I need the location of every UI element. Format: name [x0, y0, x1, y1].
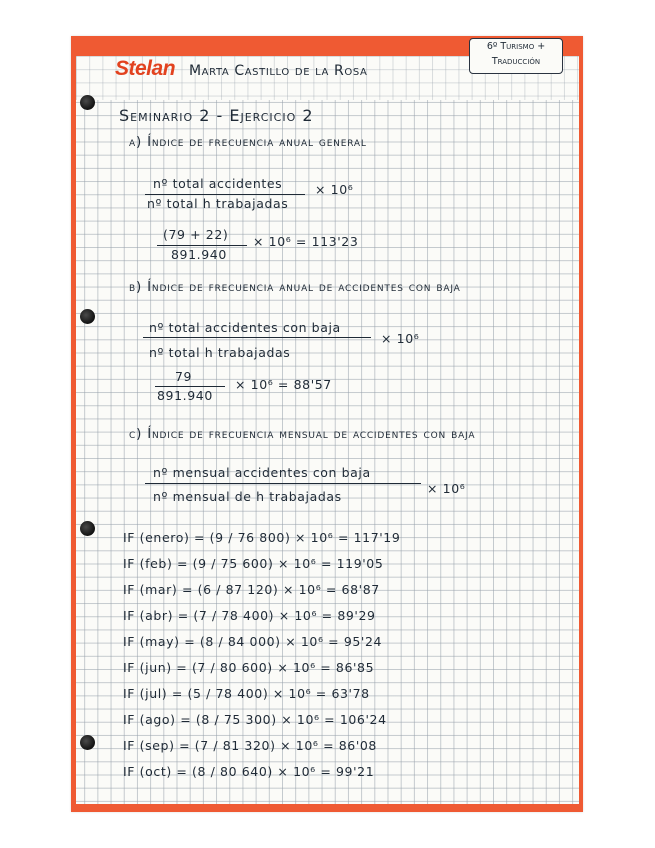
page-title: Seminario 2 - Ejercicio 2: [119, 106, 314, 125]
monthly-row-jul: IF (jul) = (5 / 78 400) × 10⁶ = 63'78: [123, 686, 370, 701]
monthly-row-feb: IF (feb) = (9 / 75 600) × 10⁶ = 119'05: [123, 556, 384, 571]
brand-logo: Stelan: [115, 57, 176, 80]
section-a-multiplier: × 10⁶: [315, 182, 354, 197]
binder-hole-bottom: [80, 735, 95, 750]
student-name: Marta Castillo de la Rosa: [189, 63, 368, 79]
section-a-calc-denominator: 891.940: [171, 247, 227, 262]
binder-hole-upper-middle: [80, 309, 95, 324]
section-b-result: × 10⁶ = 88'57: [235, 377, 332, 392]
fraction-bar: [145, 483, 421, 484]
section-b-denominator: nº total h trabajadas: [149, 345, 291, 360]
fraction-bar: [155, 386, 225, 387]
course-badge: [469, 38, 563, 74]
monthly-row-enero: IF (enero) = (9 / 76 800) × 10⁶ = 117'19: [123, 530, 401, 545]
section-b-numerator: nº total accidentes con baja: [149, 320, 341, 335]
section-a-numerator: nº total accidentes: [153, 176, 283, 191]
section-c-heading: c) Índice de frecuencia mensual de accidentes con baja: [129, 426, 476, 442]
binder-hole-lower-middle: [80, 521, 95, 536]
sheet-right-edge: [579, 36, 583, 812]
monthly-row-abr: IF (abr) = (7 / 78 400) × 10⁶ = 89'29: [123, 608, 376, 623]
sheet-bottom-edge: [71, 804, 583, 812]
monthly-row-ago: IF (ago) = (8 / 75 300) × 10⁶ = 106'24: [123, 712, 387, 727]
section-b-calc-denominator: 891.940: [157, 388, 213, 403]
section-c-multiplier: × 10⁶: [427, 481, 466, 496]
monthly-row-mar: IF (mar) = (6 / 87 120) × 10⁶ = 68'87: [123, 582, 380, 597]
course-line-2: Traducción: [491, 56, 541, 67]
monthly-row-jun: IF (jun) = (7 / 80 600) × 10⁶ = 86'85: [123, 660, 375, 675]
fraction-bar: [143, 337, 371, 338]
course-line-1: 6º Turismo +: [486, 41, 546, 52]
section-b-multiplier: × 10⁶: [381, 331, 420, 346]
section-c-denominator: nº mensual de h trabajadas: [153, 489, 342, 504]
section-a-calc-numerator: (79 + 22): [163, 227, 229, 242]
monthly-row-may: IF (may) = (8 / 84 000) × 10⁶ = 95'24: [123, 634, 383, 649]
section-b-heading: b) Índice de frecuencia anual de accidentes con baja: [129, 279, 461, 295]
section-a-heading: a) Índice de frecuencia anual general: [129, 134, 367, 150]
notebook-sheet: [71, 36, 583, 812]
sheet-left-edge: [71, 36, 76, 812]
section-b-calc-numerator: 79: [175, 369, 193, 384]
section-c-numerator: nº mensual accidentes con baja: [153, 465, 371, 480]
fraction-bar: [157, 245, 247, 246]
section-a-result: × 10⁶ = 113'23: [253, 234, 359, 249]
fraction-bar: [145, 194, 305, 195]
binder-hole-top: [80, 95, 95, 110]
monthly-row-oct: IF (oct) = (8 / 80 640) × 10⁶ = 99'21: [123, 764, 375, 779]
monthly-row-sep: IF (sep) = (7 / 81 320) × 10⁶ = 86'08: [123, 738, 377, 753]
section-a-denominator: nº total h trabajadas: [147, 196, 289, 211]
